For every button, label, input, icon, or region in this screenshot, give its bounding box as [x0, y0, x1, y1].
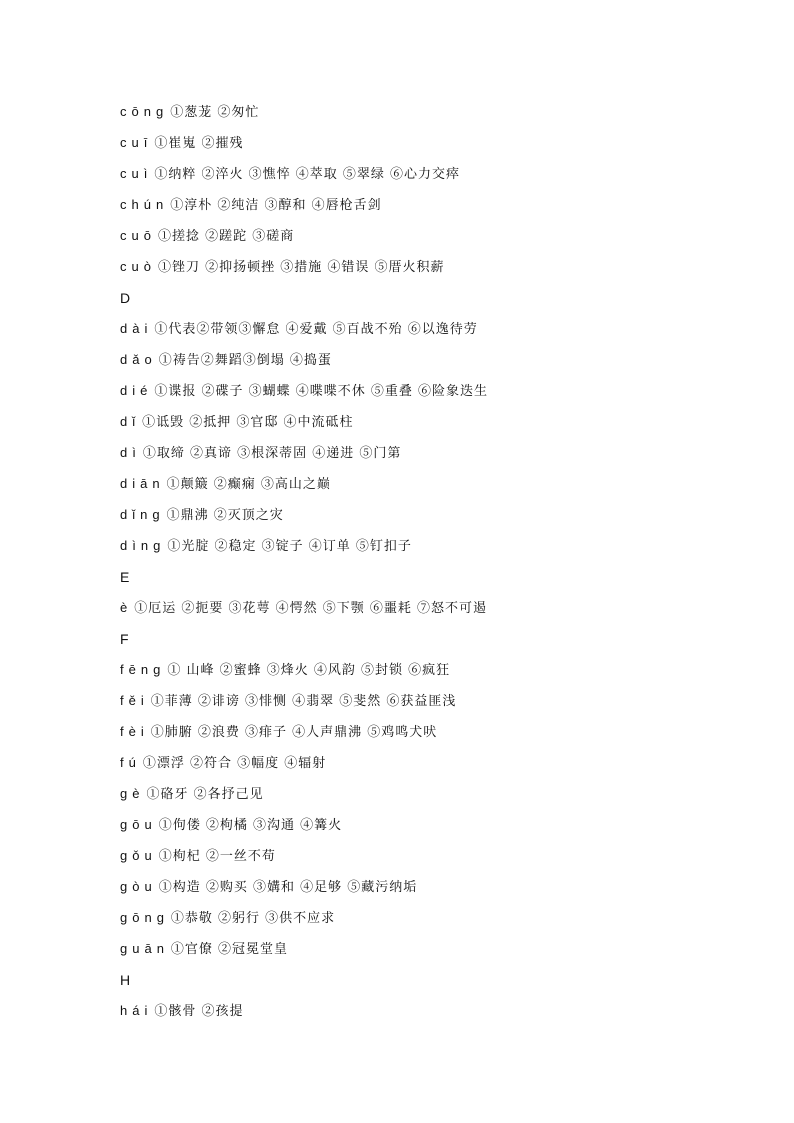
pronunciation-entry [120, 659, 760, 690]
word-examples: ①硌牙 ②各抒己见 [146, 787, 264, 802]
section-letter-text: F [120, 631, 129, 647]
pronunciation-entry [120, 752, 760, 783]
pinyin-label: diān [120, 476, 165, 491]
pinyin-label: dǐng [120, 507, 165, 522]
word-examples: ①诋毁 ②抵押 ③官邸 ④中流砥柱 [142, 415, 354, 430]
section-letter-text: H [120, 972, 131, 988]
section-letter-text: E [120, 569, 130, 585]
pinyin-label: dǎo [120, 352, 157, 367]
pinyin-label: cuò [120, 259, 156, 274]
word-examples: ①佝偻 ②枸橘 ③沟通 ④篝火 [158, 818, 343, 833]
pinyin-label: gǒu [120, 848, 157, 863]
word-examples: ①鼎沸 ②灭顶之灾 [166, 508, 284, 523]
word-examples: ①恭敬 ②躬行 ③供不应求 [170, 911, 336, 926]
pinyin-label: fú [120, 755, 141, 770]
word-examples: ①锉刀 ②抑扬顿挫 ③措施 ④错误 ⑤厝火积薪 [157, 260, 445, 275]
pinyin-label: cuì [120, 166, 153, 181]
section-letter [120, 566, 760, 597]
word-examples: ①肺腑 ②浪费 ③痱子 ④人声鼎沸 ⑤鸡鸣犬吠 [150, 725, 438, 740]
pronunciation-entry [120, 256, 760, 287]
word-examples: ①祷告②舞蹈③倒塌 ④捣蛋 [158, 353, 332, 368]
pronunciation-entry [120, 442, 760, 473]
word-examples: ① 山峰 ②蜜蜂 ③烽火 ④风韵 ⑤封锁 ⑥疯狂 [167, 663, 451, 678]
pinyin-label: gè [120, 786, 145, 801]
pronunciation-entry [120, 411, 760, 442]
pinyin-label: gōng [120, 910, 169, 925]
pronunciation-entry [120, 938, 760, 969]
word-examples: ①谍报 ②碟子 ③蝴蝶 ④喋喋不休 ⑤重叠 ⑥险象迭生 [154, 384, 489, 399]
pronunciation-entry [120, 1000, 760, 1031]
pronunciation-entry [120, 597, 760, 628]
pinyin-label: cuō [120, 228, 156, 243]
pinyin-label: gōu [120, 817, 157, 832]
pronunciation-entry [120, 163, 760, 194]
pronunciation-entry [120, 690, 760, 721]
pinyin-label: fēng [120, 662, 166, 677]
word-examples: ①官僚 ②冠冕堂皇 [170, 942, 289, 957]
pinyin-label: dài [120, 321, 153, 336]
word-examples: ①厄运 ②扼要 ③花萼 ④愕然 ⑤下颚 ⑥噩耗 ⑦怒不可遏 [134, 601, 488, 616]
pinyin-label: guān [120, 941, 169, 956]
pinyin-label: fěi [120, 693, 149, 708]
pronunciation-entry [120, 721, 760, 752]
word-examples: ①代表②带领③懈怠 ④爱戴 ⑤百战不殆 ⑥以逸待劳 [154, 322, 478, 337]
section-letter [120, 969, 760, 1000]
word-examples: ①搓捻 ②蹉跎 ③磋商 [157, 229, 295, 244]
pronunciation-entry [120, 101, 760, 132]
word-examples: ①纳粹 ②淬火 ③憔悴 ④萃取 ⑤翠绿 ⑥心力交瘁 [154, 167, 461, 182]
pinyin-label: dìng [120, 538, 166, 553]
pronunciation-entry [120, 504, 760, 535]
pinyin-label: dié [120, 383, 153, 398]
word-examples: ①骸骨 ②孩提 [154, 1004, 244, 1019]
pinyin-label: è [120, 600, 133, 615]
word-examples: ①菲薄 ②诽谤 ③悱恻 ④翡翠 ⑤斐然 ⑥获益匪浅 [150, 694, 457, 709]
section-letter [120, 628, 760, 659]
pinyin-label: cuī [120, 135, 153, 150]
pronunciation-entry [120, 535, 760, 566]
pinyin-label: dǐ [120, 414, 141, 429]
pronunciation-entry [120, 783, 760, 814]
pronunciation-entry [120, 907, 760, 938]
pinyin-label: chún [120, 197, 169, 212]
pronunciation-entry [120, 473, 760, 504]
pronunciation-entry [120, 318, 760, 349]
pronunciation-entry [120, 132, 760, 163]
word-examples: ①崔嵬 ②摧残 [154, 136, 244, 151]
pronunciation-entry [120, 349, 760, 380]
pronunciation-entry [120, 380, 760, 411]
word-examples: ①光腚 ②稳定 ③锭子 ④订单 ⑤钉扣子 [167, 539, 412, 554]
pinyin-label: gòu [120, 879, 157, 894]
word-examples: ①葱茏 ②匆忙 [170, 105, 260, 120]
section-letter [120, 287, 760, 318]
word-examples: ①漂浮 ②符合 ③幅度 ④辐射 [142, 756, 327, 771]
pronunciation-entry [120, 845, 760, 876]
word-examples: ①颠簸 ②癫痫 ③高山之巅 [166, 477, 331, 492]
pinyin-label: hái [120, 1003, 153, 1018]
word-examples: ①取缔 ②真谛 ③根深蒂固 ④递进 ⑤门第 [142, 446, 402, 461]
pronunciation-entry [120, 194, 760, 225]
pinyin-label: dì [120, 445, 141, 460]
pronunciation-list [120, 101, 760, 1031]
pronunciation-entry [120, 876, 760, 907]
word-examples: ①淳朴 ②纯洁 ③醇和 ④唇枪舌剑 [170, 198, 382, 213]
word-examples: ①构造 ②购买 ③媾和 ④足够 ⑤藏污纳垢 [158, 880, 418, 895]
pinyin-label: cōng [120, 104, 169, 119]
word-examples: ①枸杞 ②一丝不苟 [158, 849, 276, 864]
section-letter-text: D [120, 290, 131, 306]
pronunciation-entry [120, 814, 760, 845]
pinyin-label: fèi [120, 724, 149, 739]
pronunciation-entry [120, 225, 760, 256]
